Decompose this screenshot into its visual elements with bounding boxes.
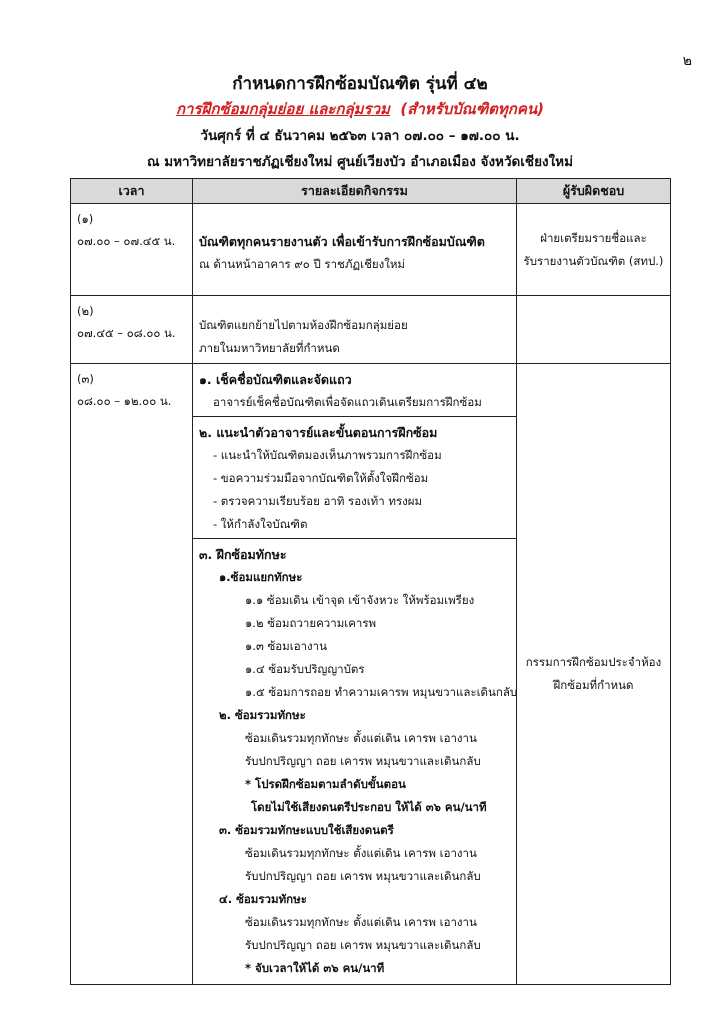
list-item: ๑.๓ ซ้อมเอางาน	[245, 639, 327, 653]
detail-sub: ณ ด้านหน้าอาคาร ๙๐ ปี ราชภัฏเชียงใหม่	[199, 257, 406, 271]
column-header-detail: รายละเอียดกิจกรรม	[193, 179, 517, 204]
detail-line: รับปกปริญญา ถอย เคารพ หมุนขวาและเดินกลับ	[245, 938, 481, 952]
responsible-line: ฝ่ายเตรียมรายชื่อและ	[540, 230, 647, 245]
subtitle-audience: (สำหรับบัณฑิตทุกคน)	[400, 100, 545, 118]
time-range: ๐๘.๐๐ – ๑๒.๐๐ น.	[77, 394, 172, 408]
schedule-venue: ณ มหาวิทยาลัยราชภัฏเชียงใหม่ ศูนย์เวียงบัว อำเภอเมือง จังหวัดเชียงใหม่	[147, 154, 573, 170]
column-header-time: เวลา	[71, 179, 193, 204]
page-subtitle	[0, 97, 720, 121]
table-row	[71, 204, 671, 296]
detail-line: ซ้อมเดินรวมทุกทักษะ ตั้งแต่เดิน เคารพ เอางาน	[245, 731, 477, 745]
detail-cell	[193, 296, 517, 364]
responsible-line: ฝึกซ้อมที่กำหนด	[553, 678, 634, 692]
time-range: ๐๗.๔๕ – ๐๘.๐๐ น.	[77, 326, 176, 340]
detail-cell	[193, 204, 517, 296]
detail-line: รับปกปริญญา ถอย เคารพ หมุนขวาและเดินกลับ	[245, 869, 481, 883]
section-heading: ๑. เช็คชื่อบัณฑิตและจัดแถว	[199, 372, 352, 387]
section-text: อาจารย์เช็คชื่อบัณฑิตเพื่อจัดแถวเดินเตรียมการฝึกซ้อม	[213, 395, 482, 409]
section-heading: ๒. แนะนำตัวอาจารย์และขั้นตอนการฝึกซ้อม	[199, 425, 438, 440]
row-number: (๒)	[77, 304, 94, 318]
list-item: - ขอความร่วมมือจากบัณฑิตให้ตั้งใจฝึกซ้อม	[213, 471, 429, 485]
note: * จับเวลาให้ได้ ๓๖ คน/นาที	[245, 961, 385, 975]
responsible-line: รับรายงานตัวบัณฑิต (สทป.)	[523, 253, 664, 268]
subsection-heading: ๒. ซ้อมรวมทักษะ	[219, 708, 306, 722]
detail-main: บัณฑิตทุกคนรายงานตัว เพื่อเข้ารับการฝึกซ้อมบัณฑิต	[199, 234, 485, 249]
subsection-heading: ๑.ซ้อมแยกทักษะ	[219, 570, 303, 584]
table-row	[71, 296, 671, 364]
list-item: ๑.๕ ซ้อมการถอย ทำความเคารพ หมุนขวาและเดินกลับ	[245, 685, 518, 699]
table-header-row	[71, 179, 671, 204]
time-cell	[71, 364, 193, 985]
note: โดยไม่ใช้เสียงดนตรีประกอบ ให้ได้ ๓๖ คน/นาที	[251, 800, 487, 814]
subtitle-underlined: การฝึกซ้อมกลุ่มย่อย และกลุ่มรวม	[175, 100, 390, 118]
note: * โปรดฝึกซ้อมตามลำดับขั้นตอน	[245, 777, 406, 791]
responsible-cell	[517, 296, 671, 364]
row-number: (๓)	[77, 372, 94, 386]
list-item: ๑.๒ ซ้อมถวายความเคารพ	[245, 616, 377, 630]
time-cell	[71, 204, 193, 296]
subsection-heading: ๓. ซ้อมรวมทักษะแบบใช้เสียงดนตรี	[219, 823, 394, 837]
responsible-cell	[517, 364, 671, 985]
detail-line: บัณฑิตแยกย้ายไปตามห้องฝึกซ้อมกลุ่มย่อย	[199, 318, 408, 332]
detail-cell	[193, 417, 517, 539]
list-item: - ตรวจความเรียบร้อย อาทิ รองเท้า ทรงผม	[213, 494, 423, 508]
section-heading: ๓. ฝึกซ้อมทักษะ	[199, 547, 287, 562]
time-cell	[71, 296, 193, 364]
page-title: กำหนดการฝึกซ้อมบัณฑิต รุ่นที่ ๔๒	[232, 74, 488, 94]
schedule-date: วันศุกร์ ที่ ๔ ธันวาคม ๒๕๖๓ เวลา ๐๗.๐๐ – ๑๗.๐๐ น.	[200, 128, 520, 144]
detail-line: รับปกปริญญา ถอย เคารพ หมุนขวาและเดินกลับ	[245, 754, 481, 768]
table-row	[71, 364, 671, 417]
list-item: ๑.๔ ซ้อมรับปริญญาบัตร	[245, 662, 365, 676]
responsible-cell	[517, 204, 671, 296]
schedule-table	[70, 178, 671, 985]
subsection-heading: ๔. ซ้อมรวมทักษะ	[219, 892, 307, 906]
detail-cell	[193, 539, 517, 985]
time-range: ๐๗.๐๐ – ๐๗.๔๕ น.	[77, 234, 176, 248]
column-header-responsible: ผู้รับผิดชอบ	[517, 179, 671, 204]
detail-line: ซ้อมเดินรวมทุกทักษะ ตั้งแต่เดิน เคารพ เอางาน	[245, 846, 477, 860]
detail-cell	[193, 364, 517, 417]
list-item: - แนะนำให้บัณฑิตมองเห็นภาพรวมการฝึกซ้อม	[213, 448, 442, 462]
list-item: ๑.๑ ซ้อมเดิน เข้าจุด เข้าจังหวะ ให้พร้อมเพรียง	[245, 593, 475, 607]
row-number: (๑)	[77, 212, 94, 226]
detail-line: ภายในมหาวิทยาลัยที่กำหนด	[199, 341, 340, 355]
responsible-line: กรรมการฝึกซ้อมประจำห้อง	[525, 655, 662, 669]
page-number: ๒	[682, 53, 692, 69]
list-item: - ให้กำลังใจบัณฑิต	[213, 517, 308, 531]
detail-line: ซ้อมเดินรวมทุกทักษะ ตั้งแต่เดิน เคารพ เอางาน	[245, 915, 477, 929]
